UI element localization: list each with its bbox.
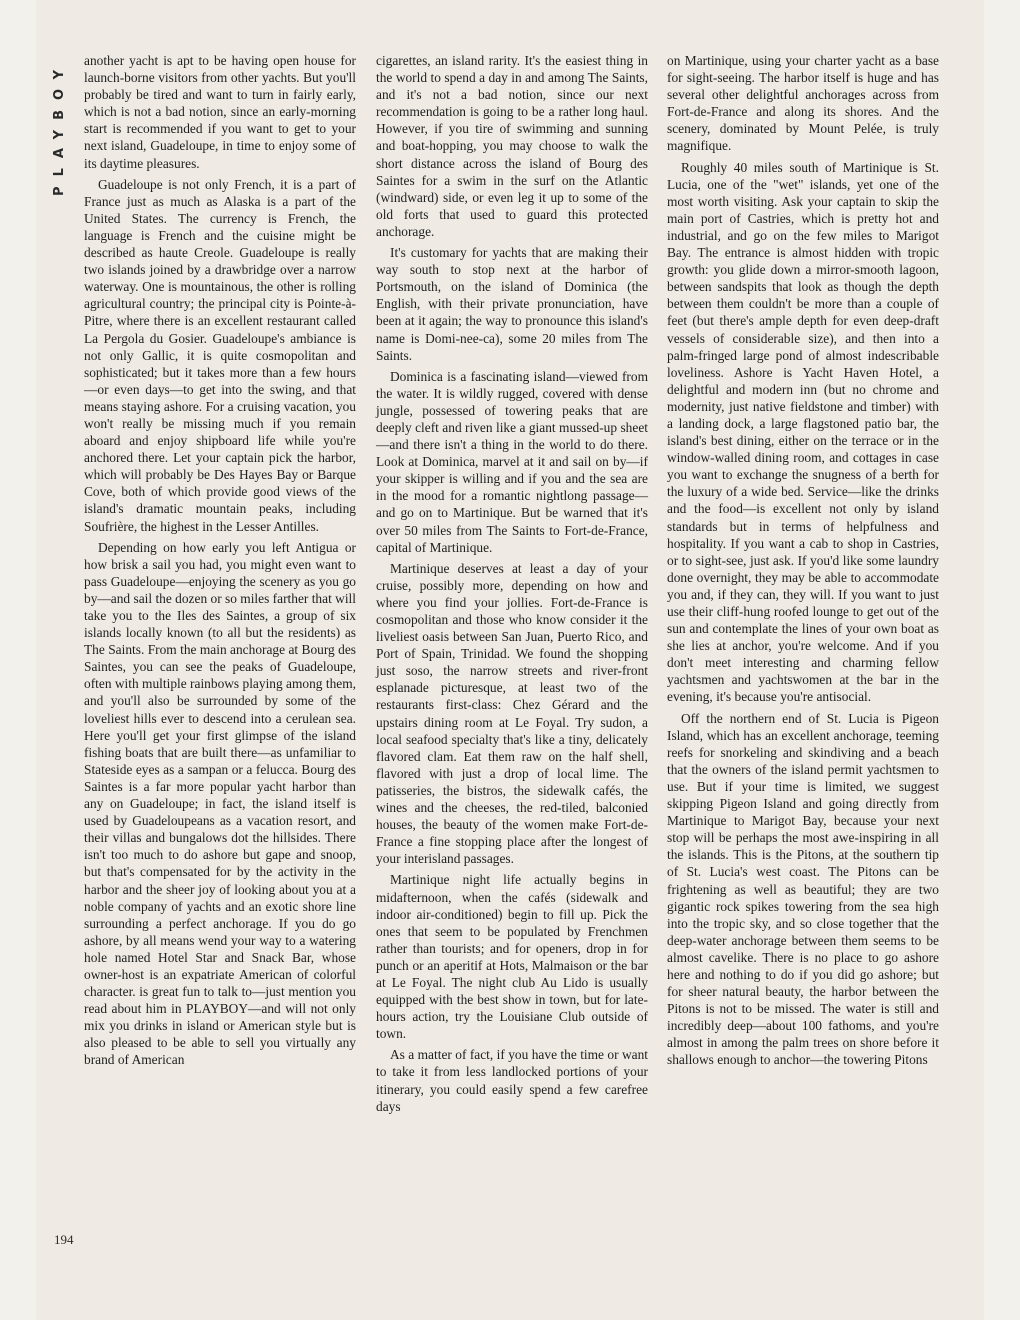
paragraph: Dominica is a fascinating island—viewed from the water. It is wildly rugged, covered with dense jungle, possessed of towering peaks that are deeply cleft and riven like a giant mussed-up sheet—and there isn't a thing in the world to do there. Look at Dominica, marvel at it and sail on by—if your skipper is willing and if you and the sea are in the mood for a romantic nightlong passage—and go on to Martinique. But be warned that it's over 50 miles from The Saints to Fort-de-France, capital of Martinique. xyxy=(376,368,648,555)
text-column-2 xyxy=(376,52,648,1115)
paragraph: Guadeloupe is not only French, it is a part of France just as much as Alaska is a part of the United States. The currency is French, the language is French and the cuisine might be described as haute Creole. Guadeloupe is really two islands joined by a drawbridge over a narrow waterway. One is mountainous, the other is rolling agricultural country; the principal city is Pointe-à-Pitre, where there is an excellent restaurant called La Pergola du Gosier. Guadeloupe's ambiance is not only Gallic, it is quite cosmopolitan and sophisticated; but it takes more than a few hours—or even days—to get into the swing, and that means staying ashore. For a cruising vacation, you won't really be missing much if you remain aboard and enjoy shipboard life while you're anchored there. Let your captain pick the harbor, which will probably be Des Hayes Bay or Barque Cove, both of which provide good views of the island's dramatic mountain peaks, including Soufrière, the highest in the Lesser Antilles. xyxy=(84,176,356,534)
paragraph: Martinique night life actually begins in midafternoon, when the cafés (sidewalk and indoor air-conditioned) begin to fill up. Pick the ones that seem to be populated by Frenchmen rather than tourists; and for openers, drop in for punch or an aperitif at Hots, Malmaison or the bar at Le Foyal. The night club Au Lido is usually equipped with the best show in town, but for late-hours action, try the Louisiane Club outside of town. xyxy=(376,872,648,1042)
paragraph: Off the northern end of St. Lucia is Pigeon Island, which has an excellent anchorage, teeming reefs for snorkeling and skindiving and a beach that the owners of the island permit yachtsmen to use. But if your time is limited, we suggest skipping Pigeon Island and going directly from Martinique to Marigot Bay, because your next stop will be perhaps the most awe-inspiring in all the islands. This is the Pitons, at the southern tip of St. Lucia's west coast. The Pitons can be frightening as well as beautiful; they are two gigantic rock spikes towering from the sea high into the tropic sky, and so close together that the deep-water anchorage between them seems to be almost cavelike. There is no place to go ashore here and nothing to do if you did go ashore; but for sheer natural beauty, the harbor between the Pitons is not to be missed. The water is still and incredibly deep—about 100 fathoms, and you're almost in among the palm trees on shore before it shallows enough to anchor—the towering Pitons xyxy=(667,710,939,1068)
paragraph: Depending on how early you left Antigua or how brisk a sail you had, you might even want to pass Guadeloupe—enjoying the scenery as you go by—and sail the dozen or so miles farther that will take you to the Iles des Saintes, a group of six islands locally known (to all but the residents) as The Saints. From the main anchorage at Bourg des Saintes, you can see the peaks of Guadeloupe, often with multiple rainbows playing among them, and you'll also be surrounded by some of the loveliest hills ever to descend into a cerulean sea. Here you'll get your first glimpse of the island fishing boats that are built there—as unfamiliar to Stateside eyes as a sampan or a felucca. Bourg des Saintes is a far more popular yacht harbor than any on Guadeloupe; in fact, the island itself is used by Guadeloupeans as a vacation resort, and their villas and bungalows dot the hillsides. There isn't too much to do ashore but gape and snoop, but that's compensated for by the activity in the harbor and the sheer joy of looking about you at a noble company of yachts and an exotic shore line surrounding a perfect anchorage. If you do go ashore, by all means wend your way to a watering hole named Hotel Star and Snack Bar, whose owner-host is an expatriate American of colorful character. is great fun to talk to—just mention you read about him in PLAYBOY—and will not only mix you drinks in island or American style but is also pleased to be able to sell you virtually any brand of American xyxy=(84,539,356,1068)
text-column-3 xyxy=(667,52,939,1069)
paragraph: As a matter of fact, if you have the time or want to take it from less landlocked portions of your itinerary, you could easily spend a few carefree days xyxy=(376,1047,648,1114)
magazine-masthead: PLAYBOY xyxy=(52,60,67,196)
text-column-1 xyxy=(84,52,356,1069)
paragraph: on Martinique, using your charter yacht as a base for sight-seeing. The harbor itself is huge and has several other delightful anchorages across from Fort-de-France and along its shores. And the scenery, dominated by Mount Pelée, is truly magnifique. xyxy=(667,53,939,154)
paragraph: cigarettes, an island rarity. It's the easiest thing in the world to spend a day in and among The Saints, and it's not a bad notion, since our next recommendation is going to be a rather long haul. However, if you tire of swimming and sunning and boat-hopping, you may choose to walk the short distance across the island of Bourg des Saintes for a swim in the surf on the Atlantic (windward) side, or even leg it up to some of the old forts that used to guard this protected anchorage. xyxy=(376,53,648,239)
paragraph: It's customary for yachts that are making their way south to stop next at the harbor of Portsmouth, on the island of Dominica (the English, with their private pronunciation, have been at it again; the way to pronounce this island's name is Domi-nee-ca), some 20 miles from The Saints. xyxy=(376,245,648,363)
paragraph: another yacht is apt to be having open house for launch-borne visitors from other yachts. But you'll probably be tired and want to turn in fairly early, which is not a bad notion, since an early-morning start is recommended if you want to get to your next island, Guadeloupe, in time to enjoy some of its daytime pleasures. xyxy=(84,53,356,171)
paragraph: Roughly 40 miles south of Martinique is St. Lucia, one of the "wet" islands, yet one of the most worth visiting. Ask your captain to skip the main port of Castries, which is pretty hot and industrial, and go on the few miles to Marigot Bay. The entrance is almost hidden with tropic growth: you glide down a mirror-smooth lagoon, between sandspits that look as though the depth between them couldn't be more than a couple of feet (but there's ample depth for even deep-draft vessels of considerable size), and then into a palm-fringed large pond of almost indescribable loveliness. Ashore is Yacht Haven Hotel, a delightful and modern inn (but no chrome and modernity, just native fieldstone and timber) with a landing dock, a large flagstoned patio bar, the island's best dining, either on the terrace or in the window-walled dining room, and cottages in case you want to exchange the snugness of a berth for the luxury of a wide bed. Service—like the drinks and the food—is excellent not only by island standards but in terms of helpfulness and hospitality. If you want a cab to shop in Castries, or to sight-see, just ask. If you'd like some laundry done overnight, they may be able to accommodate you and, if they can, they will. If you want to just use their cliff-hung roofed lounge to get out of the sun and contemplate the lines of your own boat as she lies at anchor, you're welcome. And if you don't meet interesting and charming fellow yachtsmen and yachtswomen at the bar in the evening, it's because you're antisocial. xyxy=(667,159,939,705)
page-number: 194 xyxy=(54,1232,74,1247)
paragraph: Martinique deserves at least a day of your cruise, possibly more, depending on how and where you find your jollies. Fort-de-France is cosmopolitan and those who know consider it the liveliest oasis between San Juan, Puerto Rico, and Port of Spain, Trinidad. We found the shopping just soso, the narrow streets and river-front esplanade picturesque, at least two of the restaurants first-class: Chez Gérard and the upstairs dining room at Le Foyal. Try sudon, a local seafood specialty that's like a tiny, delicately flavored clam. Eat them raw on the half shell, flavored with just a drop of local lime. The patisseries, the bistros, the sidewalk cafés, the wines and the cheeses, the red-tiled, balconied houses, the beauty of the women make Fort-de-France a fine stopping place after the longest of your interisland passages. xyxy=(376,560,648,867)
